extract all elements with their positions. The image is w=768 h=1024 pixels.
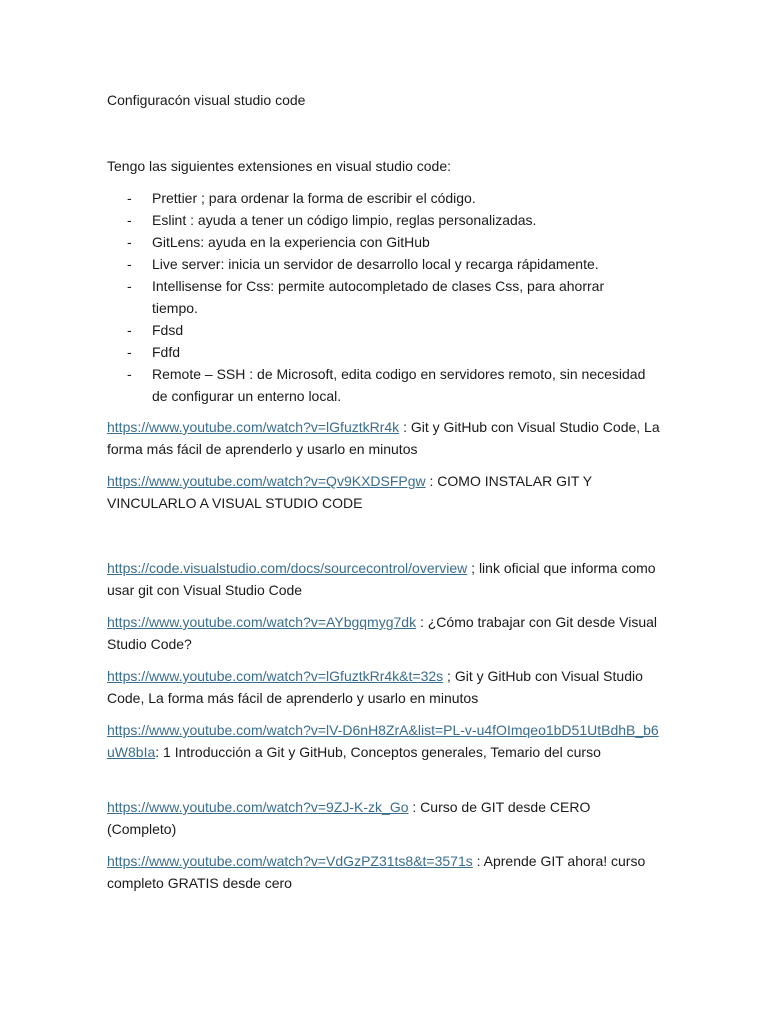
hyperlink[interactable]: https://www.youtube.com/watch?v=lGfuztkRr4k	[107, 419, 400, 435]
intro-paragraph: Tengo las siguientes extensiones en visual studio code:	[107, 158, 451, 174]
hyperlink[interactable]: https://code.visualstudio.com/docs/sourcecontrol/overview	[107, 560, 468, 576]
link-paragraph	[107, 850, 662, 894]
bullet-dash: -	[127, 190, 132, 206]
link-description: : Git y GitHub con Visual Studio Code, La forma más fácil de aprenderlo y usarlo en minutos	[107, 419, 660, 457]
list-item-text: Live server: inicia un servidor de desarrollo local y recarga rápidamente.	[152, 256, 599, 272]
bullet-dash: -	[127, 212, 132, 228]
list-item	[127, 231, 647, 253]
link-description: : ¿Cómo trabajar con Git desde Visual Studio Code?	[107, 614, 658, 652]
list-item	[127, 275, 647, 319]
hyperlink[interactable]: https://www.youtube.com/watch?v=9ZJ-K-zk_Go	[107, 799, 409, 815]
link-paragraph	[107, 416, 662, 460]
link-description: : 1 Introducción a Git y GitHub, Conceptos generales, Temario del curso	[155, 744, 601, 760]
list-item-text: GitLens: ayuda en la experiencia con GitHub	[152, 234, 430, 250]
hyperlink[interactable]: https://www.youtube.com/watch?v=Qv9KXDSFPgw	[107, 473, 426, 489]
list-item-text: Fdsd	[152, 322, 184, 338]
extensions-list	[127, 187, 647, 407]
list-item	[127, 341, 647, 363]
bullet-dash: -	[127, 322, 132, 338]
list-item	[127, 363, 647, 407]
list-item-text: Prettier ; para ordenar la forma de escribir el código.	[152, 190, 476, 206]
link-description: ; link oficial que informa como usar git con Visual Studio Code	[107, 560, 656, 598]
link-description: : Aprende GIT ahora! curso completo GRATIS desde cero	[107, 853, 646, 891]
link-paragraph	[107, 796, 662, 840]
hyperlink[interactable]: https://www.youtube.com/watch?v=VdGzPZ31ts8&t=3571s	[107, 853, 473, 869]
hyperlink[interactable]: https://www.youtube.com/watch?v=lGfuztkRr4k&t=32s	[107, 668, 444, 684]
hyperlink[interactable]: https://www.youtube.com/watch?v=AYbgqmyg7dk	[107, 614, 417, 630]
list-item-text: Intellisense for Css: permite autocompletado de clases Css, para ahorrar tiempo.	[152, 278, 605, 316]
bullet-dash: -	[127, 366, 132, 382]
link-description: : Curso de GIT desde CERO (Completo)	[107, 799, 591, 837]
link-paragraph	[107, 719, 662, 763]
document-title: Configuracón visual studio code	[107, 92, 306, 108]
list-item-text: Fdfd	[152, 344, 181, 360]
link-paragraph	[107, 611, 662, 655]
link-paragraph	[107, 665, 662, 709]
bullet-dash: -	[127, 278, 132, 294]
link-description: ; Git y GitHub con Visual Studio Code, La forma más fácil de aprenderlo y usarlo en minutos	[107, 668, 643, 706]
bullet-dash: -	[127, 344, 132, 360]
list-item	[127, 187, 647, 209]
list-item	[127, 319, 647, 341]
bullet-dash: -	[127, 256, 132, 272]
list-item-text: Eslint : ayuda a tener un código limpio, reglas personalizadas.	[152, 212, 537, 228]
link-paragraph	[107, 470, 662, 514]
list-item-text: Remote – SSH : de Microsoft, edita codigo en servidores remoto, sin necesidad de configurar un enterno local.	[152, 366, 646, 404]
bullet-dash: -	[127, 234, 132, 250]
list-item	[127, 253, 647, 275]
list-item	[127, 209, 647, 231]
hyperlink[interactable]: https://www.youtube.com/watch?v=lV-D6nH8ZrA&list=PL-v-u4fOImqeo1bD51UtBdhB_b6uW8bIa	[107, 722, 659, 760]
link-description: : COMO INSTALAR GIT Y VINCULARLO A VISUAL STUDIO CODE	[107, 473, 592, 511]
link-paragraph	[107, 557, 662, 601]
